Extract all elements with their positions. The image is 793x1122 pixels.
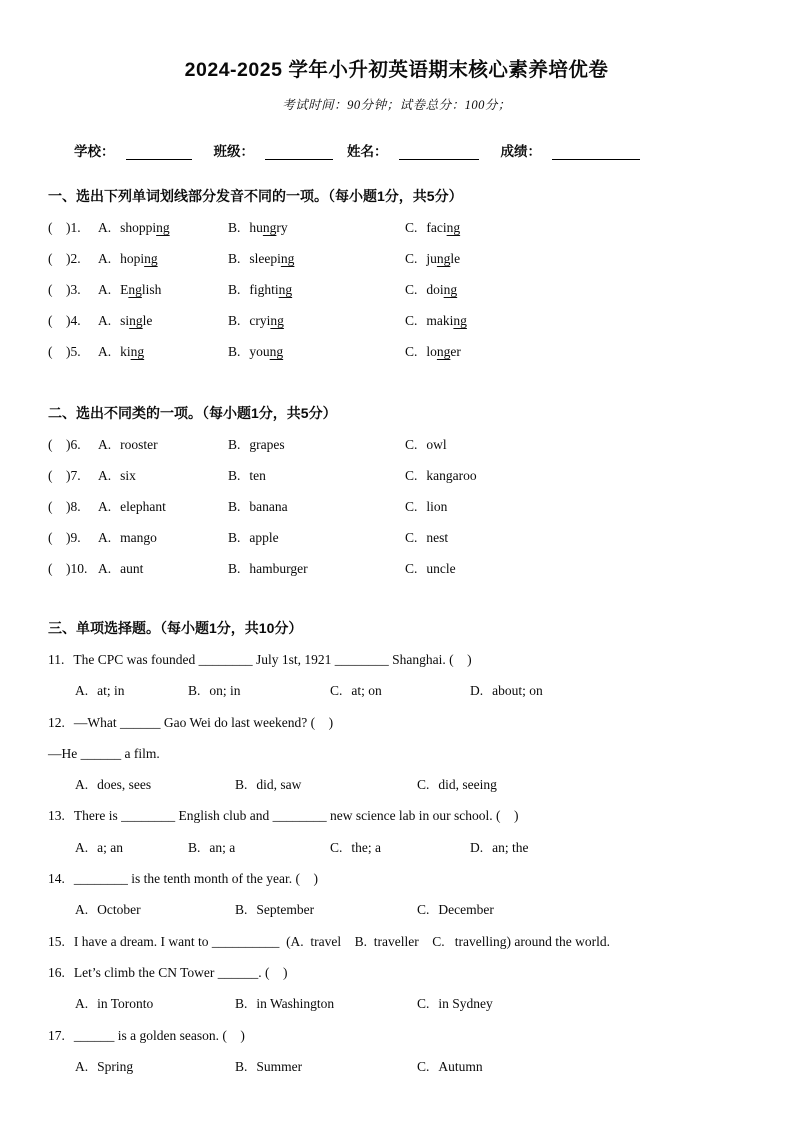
option [405, 274, 745, 305]
option-word [120, 220, 170, 235]
option-text: kangaroo [426, 468, 477, 483]
option [330, 675, 470, 706]
option [405, 336, 745, 367]
option-text: did, saw [256, 777, 302, 793]
option-label: B. [228, 251, 241, 266]
option-label: C. [405, 251, 418, 266]
answer-bracket: ( )3. [48, 282, 81, 297]
option [417, 894, 745, 925]
word-part: lo [426, 344, 437, 359]
option-label: A. [98, 437, 112, 452]
option-text: nest [426, 530, 449, 545]
section-heading: 一、选出下列单词划线部分发音不同的一项。（每小题1分，共5分） [48, 188, 463, 204]
stem-text: —What ______ Gao Wei do last weekend? ( ) [73, 714, 334, 730]
option-label: B. [235, 996, 248, 1012]
option [417, 988, 745, 1019]
option-text: hamburger [249, 561, 308, 576]
option [405, 522, 745, 553]
underlined-part: ng [278, 282, 293, 297]
underlined-part: ng [128, 282, 142, 297]
option [228, 336, 405, 367]
answer-bracket: ( )2. [48, 251, 81, 266]
info-blank-line [265, 143, 333, 160]
option [75, 832, 188, 863]
question-list [48, 212, 745, 367]
option [405, 305, 745, 336]
option [417, 1051, 745, 1082]
option-label: B. [235, 902, 248, 918]
option [330, 832, 470, 863]
option-label: C. [405, 499, 418, 514]
question-row [48, 429, 745, 460]
option [98, 460, 228, 491]
underlined-part: ng [270, 313, 284, 328]
option-label: B. [228, 220, 241, 235]
question-number: 16. [48, 964, 65, 980]
option [470, 832, 745, 863]
option-label: B. [235, 777, 248, 793]
option-label: C. [405, 468, 418, 483]
option [235, 894, 417, 925]
option-text: owl [426, 437, 447, 452]
option-label: A. [98, 251, 112, 266]
word-part: you [249, 344, 270, 359]
exam-sections [48, 184, 745, 1082]
option-text: rooster [120, 437, 158, 452]
option-label: C. [405, 313, 418, 328]
option-word [120, 251, 158, 266]
option-text: Spring [97, 1058, 134, 1074]
option-text: in Washington [256, 996, 335, 1012]
option-word [426, 313, 467, 328]
question-row [48, 274, 745, 305]
info-field-name [347, 140, 479, 160]
option-word [249, 251, 294, 266]
question-stem [48, 926, 745, 957]
option-label: C. [417, 777, 430, 793]
option [188, 832, 330, 863]
word-part: ki [120, 344, 131, 359]
word-part: hopi [120, 251, 145, 266]
option [75, 1051, 235, 1082]
question-row [48, 491, 745, 522]
option-text: September [256, 902, 315, 918]
section-2 [48, 401, 745, 584]
option-label: B. [228, 468, 241, 483]
word-part: lish [141, 282, 162, 297]
option [75, 988, 235, 1019]
question-stem-line2: —He ______ a film. [48, 745, 160, 761]
word-part: er [450, 344, 461, 359]
option-label: A. [75, 996, 89, 1012]
word-part: maki [426, 313, 454, 328]
option-text: aunt [120, 561, 144, 576]
option-text: did, seeing [438, 777, 497, 793]
underlined-part: ng [446, 220, 461, 235]
option [98, 212, 228, 243]
answer-bracket: ( )10. [48, 561, 88, 576]
option-label: B. [228, 282, 241, 297]
answer-bracket: ( )9. [48, 530, 81, 545]
word-part: ju [426, 251, 437, 266]
word-part: shoppi [120, 220, 157, 235]
option-text: six [120, 468, 136, 483]
option [75, 675, 188, 706]
option-label: B. [235, 1058, 248, 1074]
option-text: grapes [249, 437, 285, 452]
question-stem [48, 644, 745, 675]
option [98, 429, 228, 460]
options-row [75, 1051, 745, 1082]
option [98, 243, 228, 274]
option [98, 336, 228, 367]
question-list [48, 644, 745, 1082]
section-heading: 二、选出不同类的一项。（每小题1分，共5分） [48, 405, 337, 421]
underlined-part: ng [269, 344, 284, 359]
option-label: C. [417, 996, 430, 1012]
option-text: lion [426, 499, 448, 514]
option-text: on; in [209, 683, 241, 699]
question-number: 15. [48, 933, 65, 949]
option-text: December [438, 902, 494, 918]
option-text: ten [249, 468, 266, 483]
option-label: C. [405, 344, 418, 359]
option [75, 894, 235, 925]
option-text: a; an [97, 839, 123, 855]
option [417, 769, 745, 800]
info-field-class [214, 140, 334, 160]
option-label: B. [188, 683, 201, 699]
question-stem [48, 707, 745, 738]
option-label: A. [98, 282, 112, 297]
question-row [48, 212, 745, 243]
option-text: Summer [256, 1058, 303, 1074]
options-row [75, 988, 745, 1019]
info-blank-line [552, 143, 640, 160]
question-stem [48, 957, 745, 988]
option-label: B. [228, 530, 241, 545]
option [228, 460, 405, 491]
stem-text: ________ is the tenth month of the year. ( ) [73, 871, 318, 887]
word-part: le [142, 313, 153, 328]
question-number: 11. [48, 652, 65, 667]
option [188, 675, 330, 706]
option [405, 553, 745, 584]
option-label: B. [228, 313, 241, 328]
info-label: 学校： [74, 144, 115, 159]
word-part: ry [276, 220, 288, 235]
option-label: C. [405, 530, 418, 545]
option [228, 553, 405, 584]
info-blank-line [126, 143, 192, 160]
option-text: banana [249, 499, 288, 514]
option-label: B. [228, 499, 241, 514]
answer-bracket: ( )8. [48, 499, 81, 514]
info-label: 成绩： [500, 144, 541, 159]
stem-text: ______ is a golden season. ( ) [73, 1027, 245, 1043]
option-label: A. [98, 313, 112, 328]
answer-bracket: ( )4. [48, 313, 81, 328]
option-word [249, 282, 292, 297]
question-row [48, 522, 745, 553]
option-text: about; on [492, 683, 543, 699]
option-label: C. [417, 902, 430, 918]
option [228, 522, 405, 553]
question-number: 14. [48, 871, 65, 887]
option-text: an; the [492, 839, 529, 855]
option [405, 491, 745, 522]
question-stem [48, 800, 745, 831]
option-label: A. [75, 902, 89, 918]
option-text: at; on [351, 683, 382, 699]
stem-text: There is ________ English club and ________ new science lab in our school. ( ) [73, 808, 519, 824]
exam-meta-line: 考试时间：90分钟；试卷总分：100分； [282, 98, 511, 112]
options-row [75, 675, 745, 706]
option-word [426, 282, 457, 297]
options-row [75, 832, 745, 863]
option-word [249, 344, 283, 359]
student-info-row [48, 140, 745, 160]
underlined-part: ng [144, 251, 158, 266]
question-number: 17. [48, 1027, 65, 1043]
answer-bracket: ( )6. [48, 437, 81, 452]
options-row [75, 894, 745, 925]
option [98, 274, 228, 305]
option-text: elephant [120, 499, 166, 514]
option [228, 243, 405, 274]
option [405, 429, 745, 460]
underlined-part: ng [443, 282, 458, 297]
info-label: 班级： [213, 144, 254, 159]
option-label: A. [98, 499, 112, 514]
option-label: C. [330, 839, 343, 855]
stem-text: The CPC was founded ________ July 1st, 1921 ________ Shanghai. ( ) [73, 652, 472, 667]
option-label: A. [75, 777, 89, 793]
option-word [249, 220, 287, 235]
option-text: October [97, 902, 141, 918]
option [98, 553, 228, 584]
question-stem [48, 863, 745, 894]
option [98, 522, 228, 553]
word-part: hu [249, 220, 263, 235]
option-label: A. [98, 344, 112, 359]
info-field-school [74, 140, 192, 160]
option [228, 305, 405, 336]
word-part: si [120, 313, 130, 328]
option-text: apple [249, 530, 279, 545]
option-word [249, 313, 284, 328]
option-label: D. [470, 839, 484, 855]
underlined-part: ng [130, 344, 145, 359]
option-label: C. [417, 1058, 430, 1074]
option [228, 429, 405, 460]
answer-bracket: ( )1. [48, 220, 81, 235]
word-part: E [120, 282, 129, 297]
question-row [48, 305, 745, 336]
question-number: 13. [48, 808, 65, 824]
word-part: le [450, 251, 461, 266]
option-word [120, 282, 161, 297]
stem-text: I have a dream. I want to __________ (A. travel B. traveller C. travelling) around the world. [73, 933, 610, 949]
option [235, 1051, 417, 1082]
option-label: A. [75, 1058, 89, 1074]
option-label: B. [228, 437, 241, 452]
word-part: doi [426, 282, 444, 297]
option-label: B. [228, 344, 241, 359]
option [98, 491, 228, 522]
question-row [48, 243, 745, 274]
option [405, 212, 745, 243]
option-word [426, 251, 460, 266]
option [98, 305, 228, 336]
option-text: an; a [209, 839, 236, 855]
section-heading: 三、单项选择题。（每小题1分，共10分） [48, 620, 303, 636]
option [75, 769, 235, 800]
option [228, 212, 405, 243]
question-list [48, 429, 745, 584]
option [470, 675, 745, 706]
option [228, 491, 405, 522]
page-title: 2024-2025 学年小升初英语期末核心素养培优卷 [184, 59, 609, 81]
underlined-part: ng [436, 344, 451, 359]
word-part: sleepi [249, 251, 281, 266]
option [405, 243, 745, 274]
option-text: does, sees [97, 777, 152, 793]
word-part: faci [426, 220, 447, 235]
option-label: C. [405, 561, 418, 576]
info-blank-line [399, 143, 479, 160]
option [405, 460, 745, 491]
underlined-part: ng [129, 313, 143, 328]
answer-bracket: ( )5. [48, 344, 81, 359]
option-text: the; a [351, 839, 382, 855]
option-label: D. [470, 683, 484, 699]
section-1 [48, 184, 745, 367]
option [228, 274, 405, 305]
option-label: A. [75, 839, 89, 855]
option-label: A. [98, 530, 112, 545]
question-row [48, 460, 745, 491]
underlined-part: ng [280, 251, 295, 266]
question-number: 12. [48, 714, 65, 730]
option-label: C. [405, 220, 418, 235]
options-row [75, 769, 745, 800]
option [235, 769, 417, 800]
option-text: Autumn [438, 1058, 483, 1074]
option-word [120, 344, 144, 359]
option-label: B. [228, 561, 241, 576]
option-label: C. [405, 282, 418, 297]
option-label: A. [98, 468, 112, 483]
question-row [48, 553, 745, 584]
option-text: uncle [426, 561, 456, 576]
option-label: B. [188, 839, 201, 855]
underlined-part: ng [262, 220, 277, 235]
question-stem [48, 1020, 745, 1051]
underlined-part: ng [436, 251, 451, 266]
option-text: mango [120, 530, 157, 545]
word-part: cryi [249, 313, 271, 328]
option-text: at; in [97, 683, 125, 699]
option-word [426, 220, 460, 235]
option-label: A. [98, 561, 112, 576]
info-field-score [501, 140, 641, 160]
underlined-part: ng [156, 220, 170, 235]
info-label: 姓名： [347, 144, 388, 159]
option-label: A. [98, 220, 112, 235]
option-label: C. [330, 683, 343, 699]
answer-bracket: ( )7. [48, 468, 81, 483]
option-text: in Toronto [97, 996, 154, 1012]
underlined-part: ng [453, 313, 467, 328]
word-part: fighti [249, 282, 279, 297]
option-text: in Sydney [438, 996, 493, 1012]
option-word [120, 313, 152, 328]
option-label: A. [75, 683, 89, 699]
stem-text: Let’s climb the CN Tower ______. ( ) [73, 964, 288, 980]
option-label: C. [405, 437, 418, 452]
option [235, 988, 417, 1019]
option-word [426, 344, 461, 359]
question-row [48, 336, 745, 367]
section-3 [48, 616, 745, 1082]
